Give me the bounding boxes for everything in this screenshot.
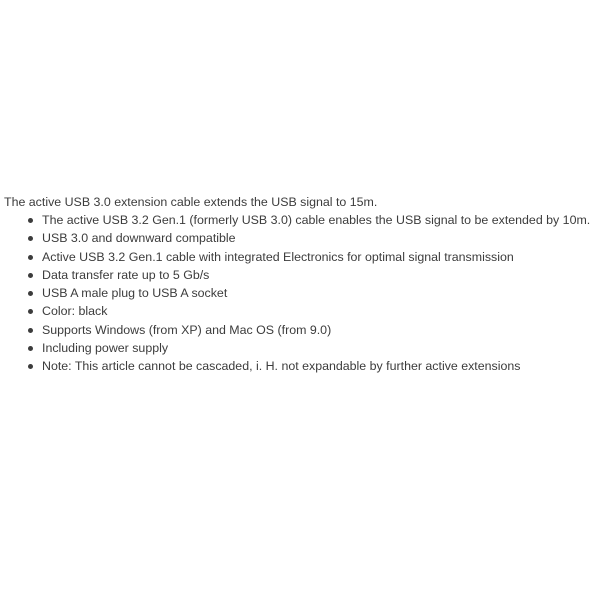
- bullet-icon: [28, 236, 33, 241]
- list-item-text: Supports Windows (from XP) and Mac OS (from 9.0): [42, 322, 332, 337]
- list-item-text: Color: black: [42, 304, 108, 319]
- list-item: [42, 302, 598, 320]
- list-item-text: Active USB 3.2 Gen.1 cable with integrated Electronics for optimal signal transmission: [42, 249, 514, 264]
- list-item: [42, 229, 598, 247]
- bullet-icon: [28, 364, 33, 369]
- bullet-icon: [28, 273, 33, 278]
- list-item: [42, 339, 598, 357]
- bullet-icon: [28, 255, 33, 260]
- list-item-text: Note: This article cannot be cascaded, i. H. not expandable by further active extensions: [42, 359, 521, 374]
- list-item-text: Data transfer rate up to 5 Gb/s: [42, 267, 210, 282]
- bullet-icon: [28, 291, 33, 296]
- list-item-text: USB 3.0 and downward compatible: [42, 231, 236, 246]
- bullet-icon: [28, 328, 33, 333]
- bullet-icon: [28, 346, 33, 351]
- feature-list: [4, 211, 598, 376]
- list-item-text: The active USB 3.2 Gen.1 (formerly USB 3.0) cable enables the USB signal to be extended by 10m.: [42, 213, 591, 227]
- list-item-text: USB A male plug to USB A socket: [42, 286, 228, 301]
- list-item: [42, 284, 598, 302]
- list-item: [42, 266, 598, 284]
- bullet-icon: [28, 218, 33, 223]
- list-item: [42, 321, 598, 339]
- list-item-text: Including power supply: [42, 341, 169, 356]
- list-item: [42, 357, 598, 375]
- list-item: [42, 248, 598, 266]
- bullet-icon: [28, 309, 33, 314]
- intro-text: The active USB 3.0 extension cable extends the USB signal to 15m.: [4, 195, 378, 209]
- product-description: [4, 193, 598, 376]
- list-item: [42, 211, 598, 229]
